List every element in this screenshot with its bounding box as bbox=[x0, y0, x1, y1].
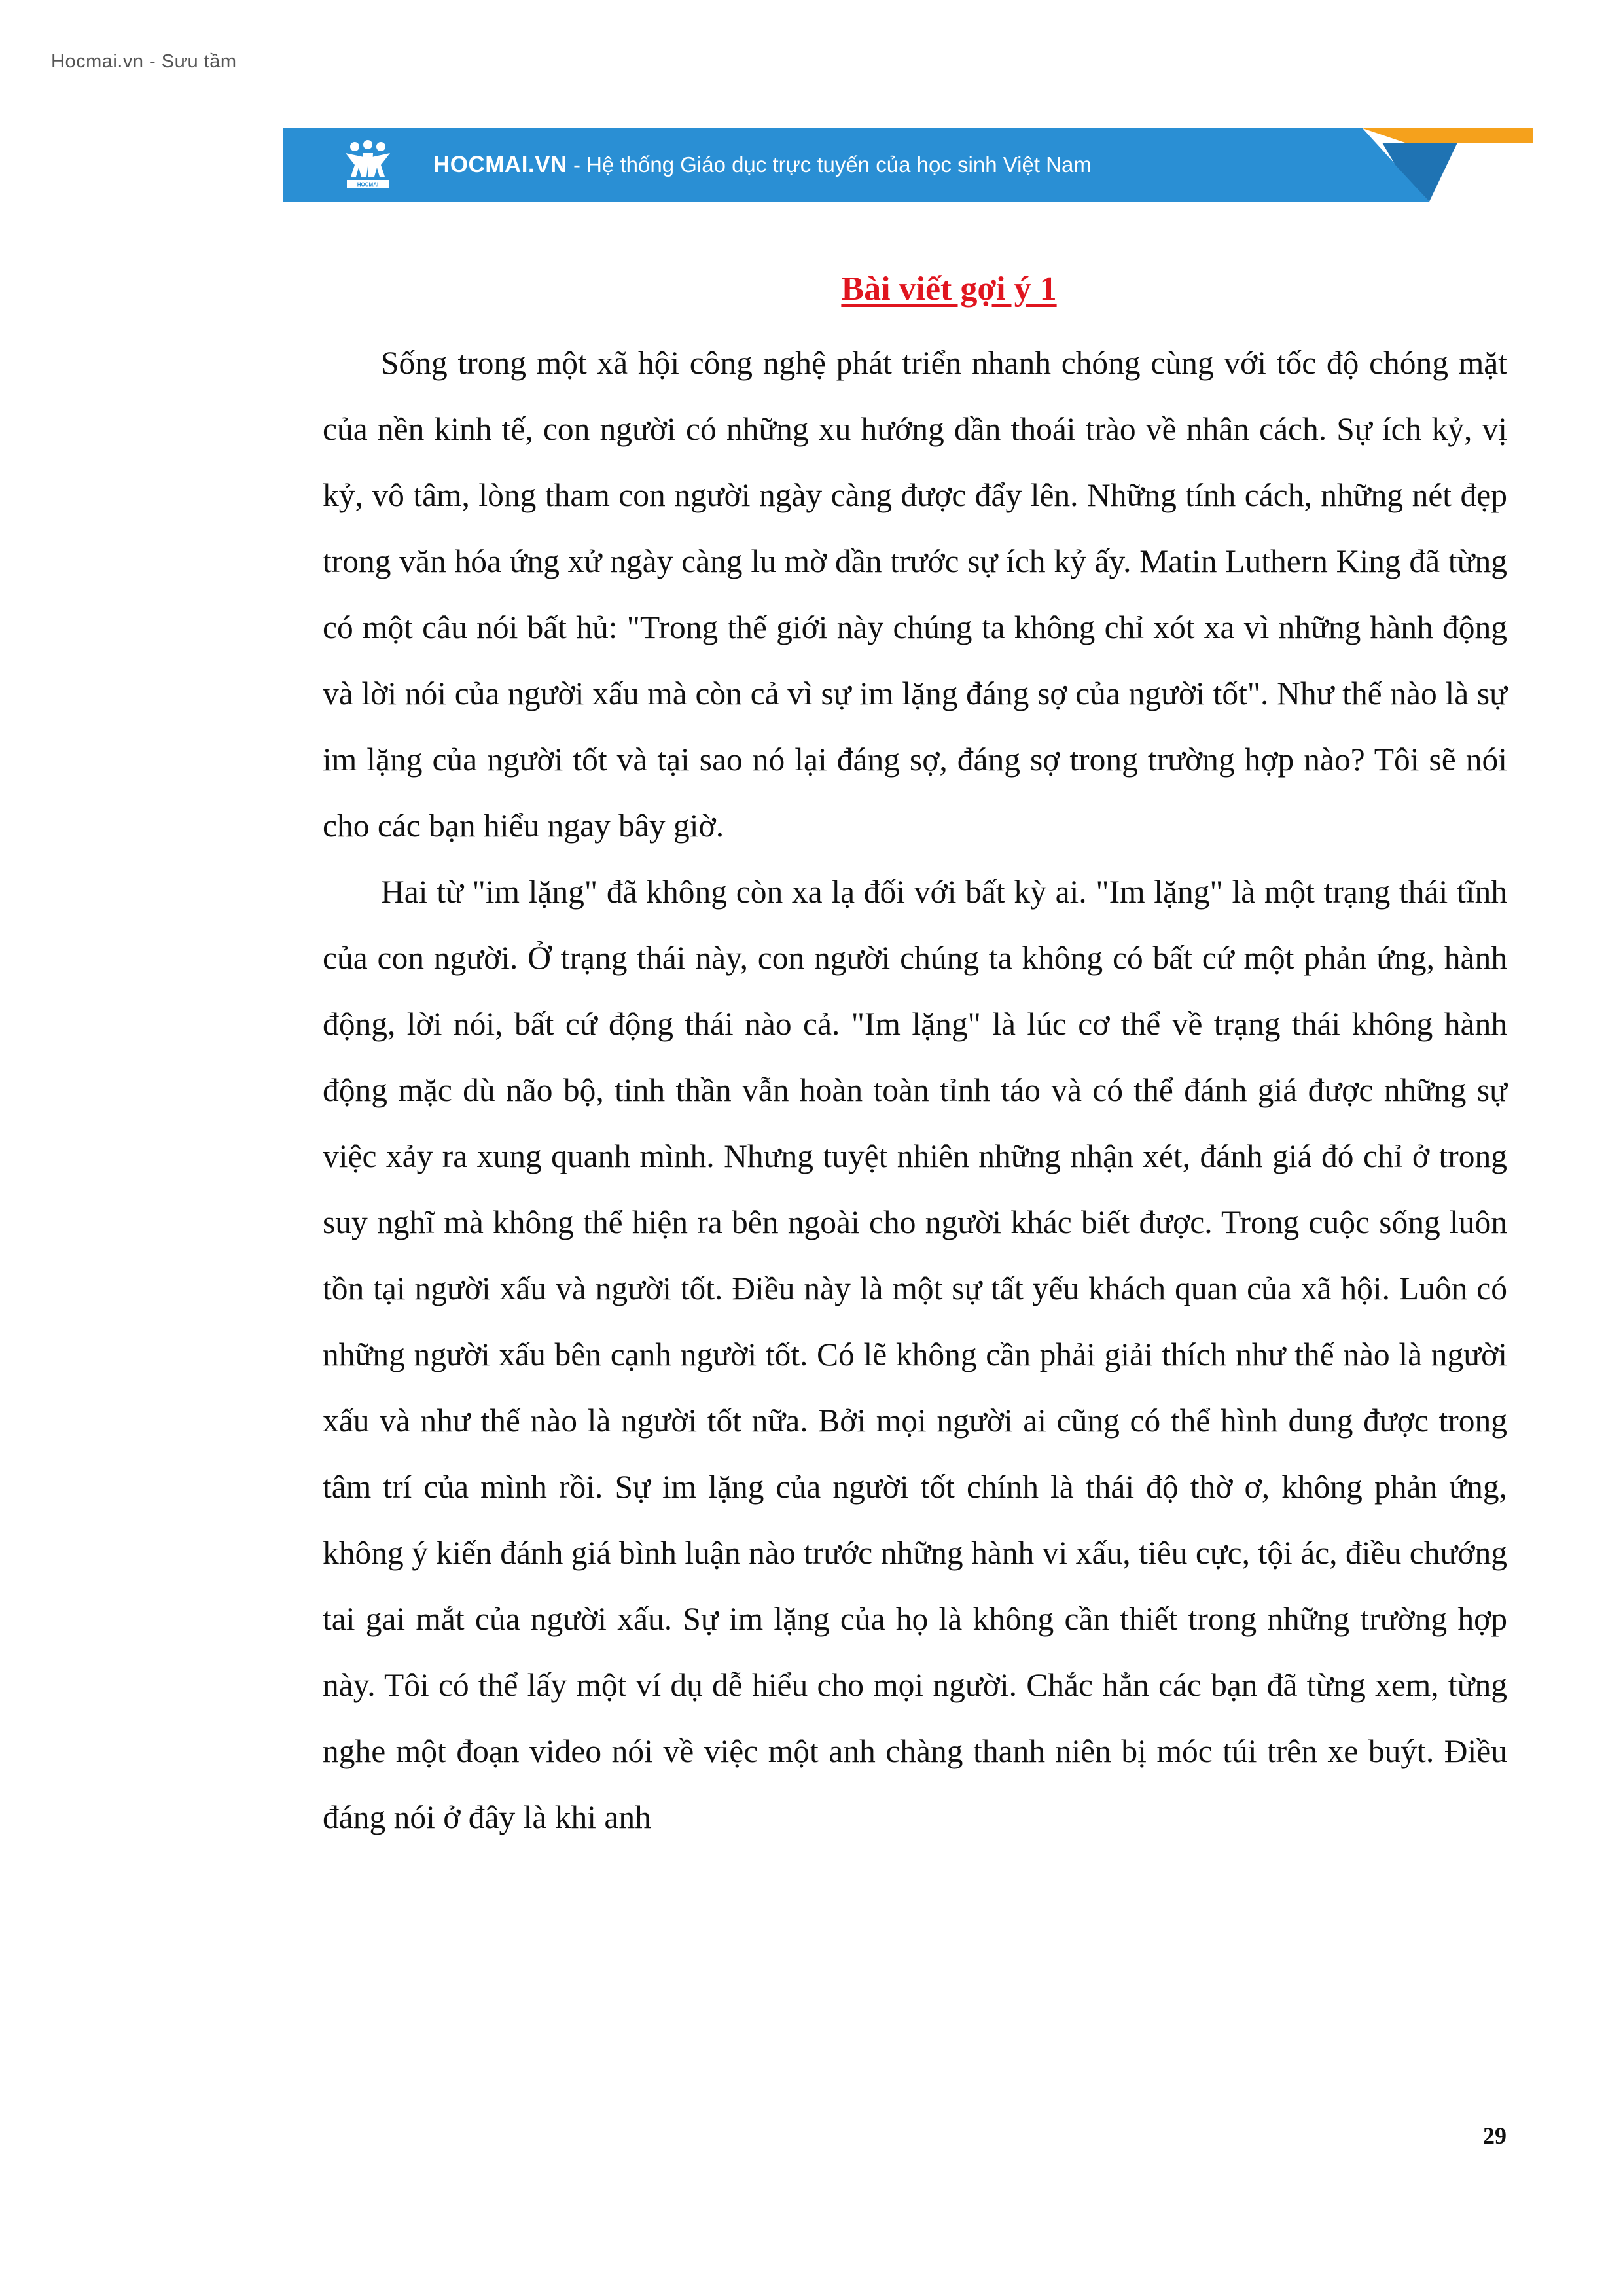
svg-text:HOCMAI: HOCMAI bbox=[357, 181, 379, 188]
page-number: 29 bbox=[1483, 2123, 1507, 2149]
header-banner bbox=[283, 128, 1533, 202]
banner-tagline: - Hệ thống Giáo dục trực tuyến của học sinh Việt Nam bbox=[567, 152, 1092, 177]
hocmai-logo-icon bbox=[342, 139, 394, 191]
banner-text bbox=[433, 128, 1092, 202]
source-note: Hocmai.vn - Sưu tầm bbox=[51, 51, 237, 72]
page-title: Bài viết gợi ý 1 bbox=[841, 270, 1057, 308]
paragraph: Hai từ "im lặng" đã không còn xa lạ đối với bất kỳ ai. "Im lặng" là một trạng thái tĩnh của con người. Ở trạng thái này, con người chúng ta không có bất cứ một phản ứng, hành động, lời nói, bất cứ động thái nào cả. "Im lặng" là lúc cơ thể về trạng thái không hành động mặc dù não bộ, tinh thần vẫn hoàn toàn tỉnh táo và có thể đánh giá được những sự việc xảy ra xung quanh mình. Nhưng tuyệt nhiên những nhận xét, đánh giá đó chỉ ở trong suy nghĩ mà không thể hiện ra bên ngoài cho người khác biết được. Trong cuộc sống luôn tồn tại người xấu và người tốt. Điều này là một sự tất yếu khách quan của xã hội. Luôn có những người xấu bên cạnh người tốt. Có lẽ không cần phải giải thích như thế nào là người xấu và như thế nào là người tốt nữa. Bởi mọi người ai cũng có thể hình dung được trong tâm trí của mình rồi. Sự im lặng của người tốt chính là thái độ thờ ơ, không phản ứng, không ý kiến đánh giá bình luận nào trước những hành vi xấu, tiêu cực, tội ác, điều chướng tai gai mắt của người xấu. Sự im lặng của họ là không cần thiết trong những trường hợp này. Tôi có thể lấy một ví dụ dễ hiểu cho mọi người. Chắc hẳn các bạn đã từng xem, từng nghe một đoạn video nói về việc một anh chàng thanh niên bị móc túi trên xe buýt. Điều đáng nói ở đây là khi anh bbox=[323, 874, 1507, 1835]
banner-orange-accent bbox=[1363, 128, 1533, 143]
paragraph: Sống trong một xã hội công nghệ phát triển nhanh chóng cùng với tốc độ chóng mặt của nền kinh tế, con người có những xu hướng dần thoái trào về nhân cách. Sự ích kỷ, vị kỷ, vô tâm, lòng tham con người ngày càng được đẩy lên. Những tính cách, những nét đẹp trong văn hóa ứng xử ngày càng lu mờ dần trước sự ích kỷ ấy. Matin Luthern King đã từng có một câu nói bất hủ: "Trong thế giới này chúng ta không chỉ xót xa vì những hành động và lời nói của người xấu mà còn cả vì sự im lặng đáng sợ của người tốt". Như thế nào là sự im lặng của người tốt và tại sao nó lại đáng sợ, đáng sợ trong trường hợp nào? Tôi sẽ nói cho các bạn hiểu ngay bây giờ. bbox=[323, 345, 1507, 844]
document-body bbox=[323, 330, 1507, 1850]
banner-brand: HOCMAI.VN bbox=[433, 152, 567, 177]
